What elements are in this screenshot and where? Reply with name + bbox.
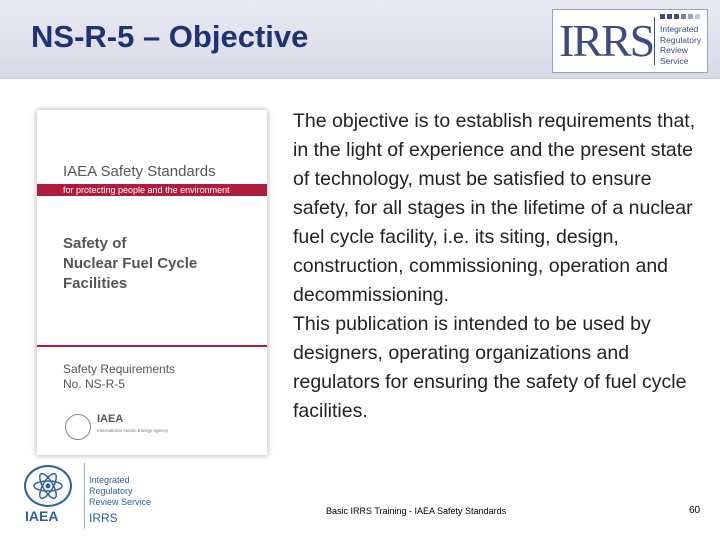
irrs-service-text (89, 475, 151, 508)
logo-divider (84, 463, 85, 529)
body-paragraph-usage: This publication is intended to be used by designers, operating organizations and regulators for ensuring the safety of fuel cycle facilities. (293, 313, 687, 422)
irrs-acronym: IRRS (89, 511, 118, 525)
cover-publisher: IAEA (97, 413, 124, 425)
cover-book-title (63, 234, 197, 294)
irrs-logo-letters: IRRS (559, 15, 654, 66)
cover-title-line: Facilities (63, 275, 128, 292)
irrs-logo (552, 9, 708, 73)
irrs-service-line: Review Service (89, 497, 152, 507)
iaea-irrs-logo (16, 463, 151, 531)
slide-title: NS-R-5 – Objective (31, 19, 309, 54)
irrs-logo-line: Service (660, 55, 689, 66)
body-paragraph-objective: The objective is to establish requirements that, in the light of experience and the present state of technology, must be satisfied to ensure safety, for all stages in the lifetime of a nuclear fuel cycle facility, i.e. its siting, design, construction, commissioning, operation and decommissioning. (293, 110, 696, 306)
cover-title-line: Safety of (63, 235, 127, 252)
irrs-logo-line: Regulatory (660, 34, 702, 45)
cover-category (63, 362, 175, 392)
atom-emblem-icon (24, 465, 72, 507)
irrs-logo-line: Integrated (660, 24, 699, 34)
irrs-logo-line: Review (660, 45, 688, 55)
cover-title-line: Nuclear Fuel Cycle (63, 255, 198, 272)
cover-number: No. NS-R-5 (63, 377, 126, 391)
cover-series-title: IAEA Safety Standards (63, 163, 216, 180)
book-cover-image (37, 110, 267, 455)
irrs-service-line: Regulatory (89, 486, 133, 496)
slide-body (293, 107, 711, 426)
irrs-service-line: Integrated (89, 475, 130, 485)
irrs-logo-separator (654, 17, 655, 65)
cover-subtitle: for protecting people and the environment (63, 185, 230, 195)
irrs-logo-text (660, 24, 701, 66)
footer-text: Basic IRRS Training - IAEA Safety Standards (326, 506, 507, 516)
cover-category-label: Safety Requirements (63, 362, 176, 376)
cover-divider (37, 345, 267, 347)
iaea-emblem-icon (65, 414, 91, 440)
cover-publisher-full: International Atomic Energy Agency (97, 428, 169, 433)
page-number: 60 (689, 505, 701, 516)
header-bar (0, 0, 720, 79)
iaea-wordmark: IAEA (25, 508, 59, 524)
